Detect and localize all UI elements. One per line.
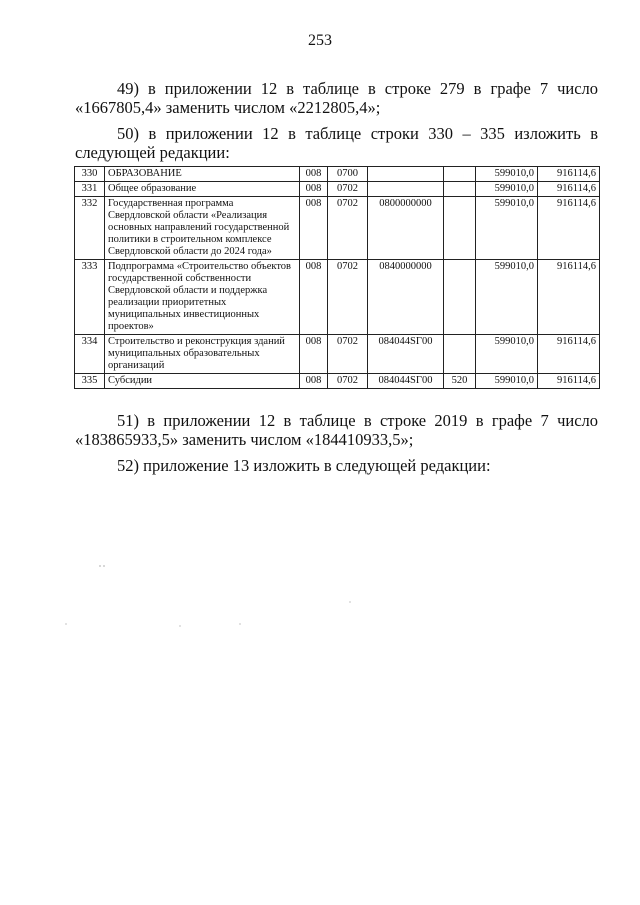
budget-table bbox=[74, 166, 600, 389]
table-cell-name: Субсидии bbox=[105, 374, 300, 389]
scan-specks bbox=[60, 560, 360, 640]
table-cell-ved: 008 bbox=[300, 260, 328, 335]
table-cell-vr bbox=[444, 335, 476, 374]
table-cell-sec: 0700 bbox=[328, 167, 368, 182]
table-row bbox=[75, 260, 600, 335]
table-cell-sec: 0702 bbox=[328, 260, 368, 335]
table-cell-name: Строительство и реконструкция зданий муниципальных образовательных организаций bbox=[105, 335, 300, 374]
table-cell-v2: 916114,6 bbox=[538, 167, 600, 182]
table-cell-v1: 599010,0 bbox=[476, 182, 538, 197]
page-number: 253 bbox=[308, 32, 332, 49]
table-cell-vr bbox=[444, 182, 476, 197]
table-cell-v2: 916114,6 bbox=[538, 197, 600, 260]
table-cell-ved: 008 bbox=[300, 335, 328, 374]
table-cell-vr bbox=[444, 197, 476, 260]
table-cell-name: Общее образование bbox=[105, 182, 300, 197]
table-cell-num: 330 bbox=[75, 167, 105, 182]
table-cell-name: Подпрограмма «Строительство объектов государственной собственности Свердловской области и поддержка реализации приоритетных муниципальных инвестиционных проектов» bbox=[105, 260, 300, 335]
table-cell-v2: 916114,6 bbox=[538, 182, 600, 197]
table-cell-v1: 599010,0 bbox=[476, 374, 538, 389]
table-cell-num: 333 bbox=[75, 260, 105, 335]
table-row bbox=[75, 197, 600, 260]
paragraph-item-51 bbox=[75, 411, 598, 449]
table-row bbox=[75, 374, 600, 389]
table-cell-sec: 0702 bbox=[328, 197, 368, 260]
paragraph-item-49-text: 49) в приложении 12 в таблице в строке 279 в графе 7 число «1667805,4» заменить числом «2212805,4»; bbox=[75, 79, 598, 117]
table-cell-num: 331 bbox=[75, 182, 105, 197]
table-cell-num: 335 bbox=[75, 374, 105, 389]
table-cell-name: Государственная программа Свердловской области «Реализация основных направлений государственной политики в строительном комплексе Свердловской области до 2024 года» bbox=[105, 197, 300, 260]
table-cell-ved: 008 bbox=[300, 374, 328, 389]
paragraph-item-51-text: 51) в приложении 12 в таблице в строке 2019 в графе 7 число «183865933,5» заменить числом «184410933,5»; bbox=[75, 411, 598, 449]
table-cell-v1: 599010,0 bbox=[476, 260, 538, 335]
table-cell-sec: 0702 bbox=[328, 335, 368, 374]
table-cell-sec: 0702 bbox=[328, 374, 368, 389]
table-cell-v1: 599010,0 bbox=[476, 335, 538, 374]
table-cell-v2: 916114,6 bbox=[538, 260, 600, 335]
table-cell-csr: 084044ЅГ00 bbox=[368, 335, 444, 374]
paragraph-item-49 bbox=[75, 79, 598, 117]
table-cell-csr: 0800000000 bbox=[368, 197, 444, 260]
table-cell-name: ОБРАЗОВАНИЕ bbox=[105, 167, 300, 182]
table-cell-ved: 008 bbox=[300, 197, 328, 260]
table-row bbox=[75, 182, 600, 197]
table-cell-vr bbox=[444, 260, 476, 335]
paragraph-item-50-text: 50) в приложении 12 в таблице строки 330 – 335 изложить в следующей редакции: bbox=[75, 124, 598, 162]
table-cell-csr: 0840000000 bbox=[368, 260, 444, 335]
table-cell-v1: 599010,0 bbox=[476, 197, 538, 260]
paragraph-item-50 bbox=[75, 124, 598, 162]
paragraph-item-52-text: 52) приложение 13 изложить в следующей редакции: bbox=[117, 456, 491, 475]
table-cell-sec: 0702 bbox=[328, 182, 368, 197]
table-cell-v1: 599010,0 bbox=[476, 167, 538, 182]
table-row bbox=[75, 335, 600, 374]
table-cell-num: 332 bbox=[75, 197, 105, 260]
table-row bbox=[75, 167, 600, 182]
table-cell-v2: 916114,6 bbox=[538, 335, 600, 374]
table-cell-vr: 520 bbox=[444, 374, 476, 389]
table-cell-vr bbox=[444, 167, 476, 182]
table-cell-csr bbox=[368, 167, 444, 182]
table-cell-ved: 008 bbox=[300, 182, 328, 197]
table-cell-v2: 916114,6 bbox=[538, 374, 600, 389]
table-cell-csr bbox=[368, 182, 444, 197]
table-cell-num: 334 bbox=[75, 335, 105, 374]
paragraph-item-52 bbox=[75, 456, 598, 475]
table-cell-csr: 084044ЅГ00 bbox=[368, 374, 444, 389]
table-cell-ved: 008 bbox=[300, 167, 328, 182]
budget-table-body bbox=[75, 167, 600, 389]
